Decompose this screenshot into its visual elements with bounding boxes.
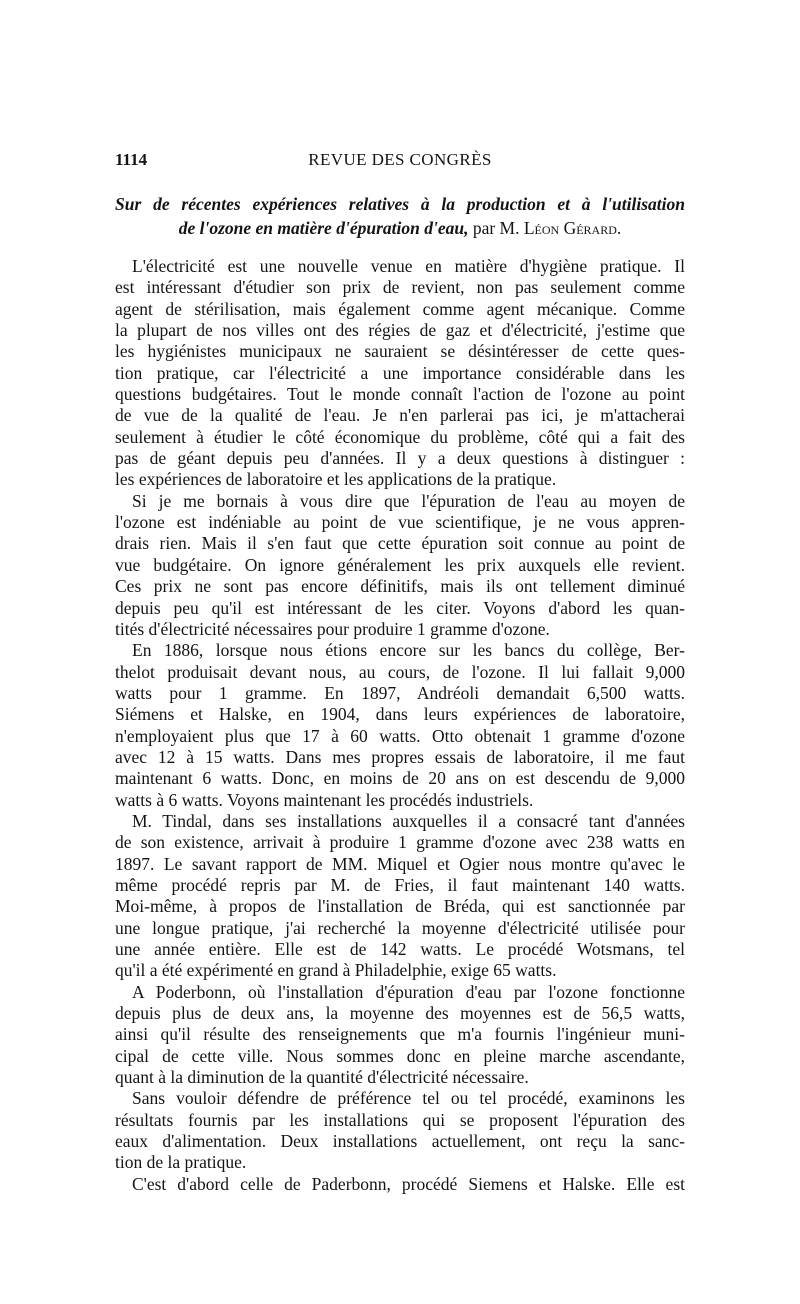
title-line-2-italic: de l'ozone en matière d'épuration d'eau, [178,218,469,238]
body-line: M. Tindal, dans ses installations auxquelles il a consacré tant d'années [132,810,685,831]
body-line: l'ozone est indéniable au point de vue scientifique, je ne vous appren- [115,512,685,533]
body-line: les hygiénistes municipaux ne sauraient se désintéresser de cette ques- [115,341,685,362]
page-number: 1114 [115,150,148,169]
body-line: Moi-même, à propos de l'installation de Bréda, qui est sanctionnée par [115,896,685,917]
body-line: agent de stérilisation, mais également comme agent mécanique. Comme [115,298,685,319]
body-line: cipal de cette ville. Nous sommes donc en pleine marche ascendante, [115,1045,685,1066]
body-line: une année entière. Elle est de 142 watts. Le procédé Wotsmans, tel [115,939,685,959]
body-line: C'est d'abord celle de Paderbonn, procédé Siemens et Halske. Elle est [132,1173,685,1194]
body-line: avec 12 à 15 watts. Dans mes propres essais de laboratoire, il me faut [115,746,685,767]
body-line: tités d'électricité nécessaires pour produire 1 gramme d'ozone. [115,618,550,639]
body-line: même procédé repris par M. de Fries, il faut maintenant 140 watts. [115,874,685,895]
body-line: tion pratique, car l'électricité a une importance considérable dans les [115,362,685,383]
body-line: tion de la pratique. [115,1152,247,1173]
body-line: watts pour 1 gramme. En 1897, Andréoli demandait 6,500 watts. [115,682,685,703]
body-line: les expériences de laboratoire et les applications de la pratique. [115,469,557,490]
body-line: résultats fournis par les installations qui se proposent l'épuration des [115,1109,685,1130]
author-name: Léon Gérard. [523,218,622,238]
body-line: watts à 6 watts. Voyons maintenant les procédés industriels. [115,789,534,810]
title-line-1: Sur de récentes expériences relatives à la production et à l'utilisation [115,194,685,214]
byline-prefix: par M. [472,218,520,238]
body-line: est intéressant d'étudier son prix de revient, non pas seulement comme [115,277,685,298]
body-line: de son existence, arrivait à produire 1 gramme d'ozone avec 238 watts en [115,832,685,853]
body-line: thelot produisait devant nous, au cours, de l'ozone. Il lui fallait 9,000 [115,661,685,682]
body-line: la plupart de nos villes ont des régies de gaz et d'électricité, j'estime que [115,320,685,341]
body-line: de vue de la qualité de l'eau. Je n'en parlerai pas ici, je m'attacherai [115,405,685,426]
body-line: Sans vouloir défendre de préférence tel ou tel procédé, examinons les [132,1088,685,1109]
body-line: L'électricité est une nouvelle venue en matière d'hygiène pratique. Il [132,256,685,276]
body-line: qu'il a été expérimenté en grand à Philadelphie, exige 65 watts. [115,960,557,981]
body-line: eaux d'alimentation. Deux installations actuellement, ont reçu la sanc- [115,1131,685,1152]
body-line: quant à la diminution de la quantité d'électricité nécessaire. [115,1067,529,1088]
body-line: une longue pratique, j'ai recherché la moyenne d'électricité utilisée pour [115,917,685,938]
body-line: pas de géant depuis peu d'années. Il y a deux questions à distinguer : [115,448,685,469]
body-line: ainsi qu'il résulte des renseignements que m'a fournis l'ingénieur muni- [115,1024,685,1045]
body-line: seulement à étudier le côté économique du problème, côté qui a fait des [115,426,685,447]
body-line: Ces prix ne sont pas encore définitifs, mais ils ont tellement diminué [115,576,685,597]
body-line: A Poderbonn, où l'installation d'épuration d'eau par l'ozone fonctionne [132,981,685,1002]
page-header [115,150,685,176]
article-title [115,192,685,240]
body-line: En 1886, lorsque nous étions encore sur les bancs du collège, Ber- [132,640,685,661]
body-line: n'employaient plus que 17 à 60 watts. Otto obtenait 1 gramme d'ozone [115,725,685,746]
body-line: drais rien. Mais il s'en faut que cette épuration soit connue au point de [115,533,685,554]
running-title: REVUE DES CONGRÈS [308,150,492,169]
article-body [115,256,685,1195]
body-line: Siémens et Halske, en 1904, dans leurs expériences de laboratoire, [115,704,685,725]
body-line: maintenant 6 watts. Donc, en moins de 20 ans on est descendu de 9,000 [115,768,685,789]
body-line: vue budgétaire. On ignore généralement les prix auxquels elle revient. [115,554,685,575]
body-line: 1897. Le savant rapport de MM. Miquel et Ogier nous montre qu'avec le [115,853,685,874]
body-line: questions budgétaires. Tout le monde connaît l'action de l'ozone au point [115,384,685,405]
body-line: depuis plus de deux ans, la moyenne des moyennes est de 56,5 watts, [115,1003,685,1024]
body-line: depuis peu qu'il est intéressant de les citer. Voyons d'abord les quan- [115,597,685,618]
title-line-2 [115,216,685,240]
body-line: Si je me bornais à vous dire que l'épuration de l'eau au moyen de [132,490,685,511]
